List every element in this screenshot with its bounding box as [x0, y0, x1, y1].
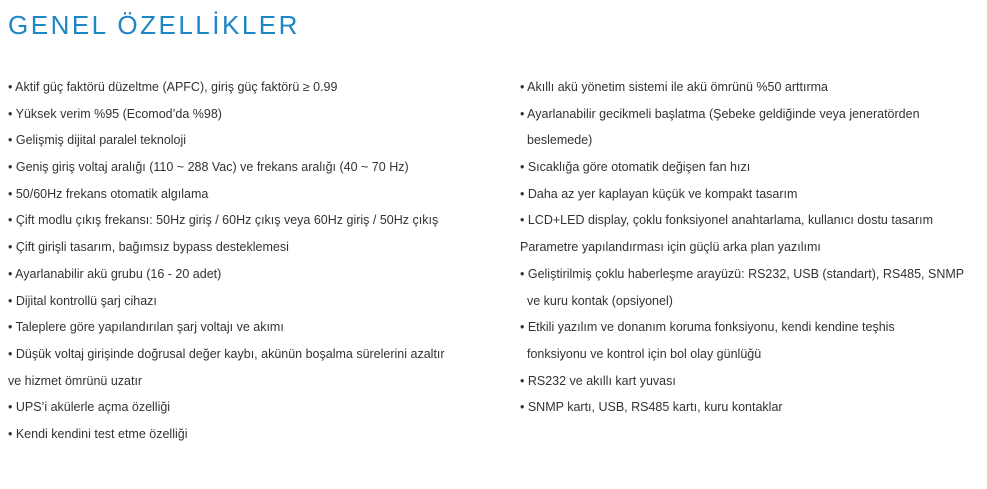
page-title: GENEL ÖZELLİKLER [8, 10, 300, 40]
list-item: • Yüksek verim %95 (Ecomod’da %98) [8, 106, 222, 121]
list-item: • Ayarlanabilir akü grubu (16 - 20 adet) [8, 266, 222, 281]
list-item: • Çift girişli tasarım, bağımsız bypass desteklemesi [8, 240, 289, 255]
list-item: • 50/60Hz frekans otomatik algılama [8, 186, 209, 201]
list-item: • Geliştirilmiş çoklu haberleşme arayüzü: RS232, USB (standart), RS485, SNMP [520, 266, 965, 281]
list-item: • Düşük voltaj girişinde doğrusal değer kaybı, akünün boşalma sürelerini azaltır [8, 346, 445, 361]
list-item: • Sıcaklığa göre otomatik değişen fan hızı [520, 160, 751, 175]
list-item: • Akıllı akü yönetim sistemi ile akü ömrünü %50 arttırma [520, 80, 828, 94]
list-item: • Geniş giriş voltaj aralığı (110 ~ 288 Vac) ve frekans aralığı (40 ~ 70 Hz) [8, 160, 409, 175]
list-item: • Taleplere göre yapılandırılan şarj voltajı ve akımı [8, 320, 284, 335]
list-item-continuation: ve hizmet ömrünü uzatır [8, 373, 143, 388]
list-item: • Aktif güç faktörü düzeltme (APFC), giriş güç faktörü ≥ 0.99 [8, 80, 338, 94]
list-item: • Ayarlanabilir gecikmeli başlatma (Şebeke geldiğinde veya jeneratörden [520, 106, 920, 121]
list-item-continuation: ve kuru kontak (opsiyonel) [527, 293, 673, 308]
list-item: • RS232 ve akıllı kart yuvası [520, 373, 676, 388]
list-item: • Daha az yer kaplayan küçük ve kompakt tasarım [520, 186, 798, 201]
list-item-continuation: beslemede) [527, 133, 593, 148]
list-item: • Kendi kendini test etme özelliği [8, 426, 188, 441]
features-list-left [8, 74, 498, 448]
features-list-right [520, 74, 980, 421]
list-item: • Etkili yazılım ve donanım koruma fonksiyonu, kendi kendine teşhis [520, 320, 895, 335]
list-item: • UPS’i akülerle açma özelliği [8, 400, 171, 415]
list-item: • LCD+LED display, çoklu fonksiyonel anahtarlama, kullanıcı dostu tasarım [520, 213, 934, 228]
list-item: • SNMP kartı, USB, RS485 kartı, kuru kontaklar [520, 400, 783, 415]
list-item: • Gelişmiş dijital paralel teknoloji [8, 133, 187, 148]
list-item-continuation: Parametre yapılandırması için güçlü arka plan yazılımı [520, 240, 821, 255]
list-item: • Dijital kontrollü şarj cihazı [8, 293, 157, 308]
list-item: • Çift modlu çıkış frekansı: 50Hz giriş / 60Hz çıkış veya 60Hz giriş / 50Hz çıkış [8, 213, 439, 228]
list-item-continuation: fonksiyonu ve kontrol için bol olay günlüğü [527, 346, 762, 361]
